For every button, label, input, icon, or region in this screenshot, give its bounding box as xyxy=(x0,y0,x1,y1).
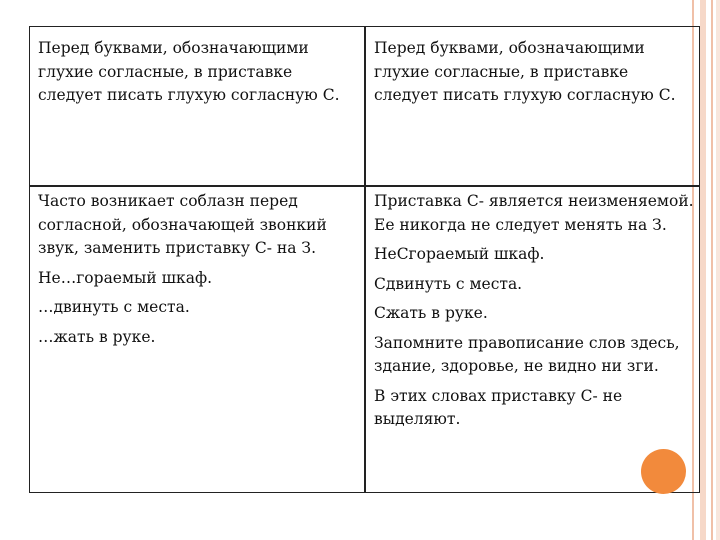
table-column-divider xyxy=(364,27,366,492)
example-text: Не…гораемый шкаф. xyxy=(38,268,213,287)
remember-text: Запомните правописание слов здесь, здание, здоровье, не видно ни зги. xyxy=(374,333,680,375)
rule-text: Перед буквами, обозначающими глухие согласные, в приставке следует писать глухую согласную С. xyxy=(38,39,340,104)
decor-stripe xyxy=(716,0,720,540)
example-text: …жать в руке. xyxy=(38,327,156,346)
example-text: …двинуть с места. xyxy=(38,298,190,316)
example-text: НеСгораемый шкаф. xyxy=(374,245,545,263)
example-text: Сжать в руке. xyxy=(374,304,488,322)
table-cell-r1-right xyxy=(374,37,696,108)
rule-text: Приставка С- является неизменяемой. Ее никогда не следует менять на З. xyxy=(374,192,694,234)
decor-stripe xyxy=(711,0,713,540)
rule-text: Перед буквами, обозначающими глухие согласные, в приставке следует писать глухую согласную С. xyxy=(374,39,676,104)
slide-dot-icon xyxy=(641,449,686,494)
table-cell-r1-left xyxy=(38,37,360,108)
example-text: Сдвинуть с места. xyxy=(374,274,523,293)
table-cell-r2-right xyxy=(374,190,696,432)
rules-table xyxy=(29,26,700,493)
note-text: В этих словах приставку С- не выделяют. xyxy=(374,386,623,428)
table-cell-r2-left xyxy=(38,190,360,349)
decor-stripe xyxy=(700,0,706,540)
table-row-divider xyxy=(30,185,699,187)
intro-text: Часто возникает соблазн перед согласной, обозначающей звонкий звук, заменить приставку С- на З. xyxy=(38,192,327,257)
